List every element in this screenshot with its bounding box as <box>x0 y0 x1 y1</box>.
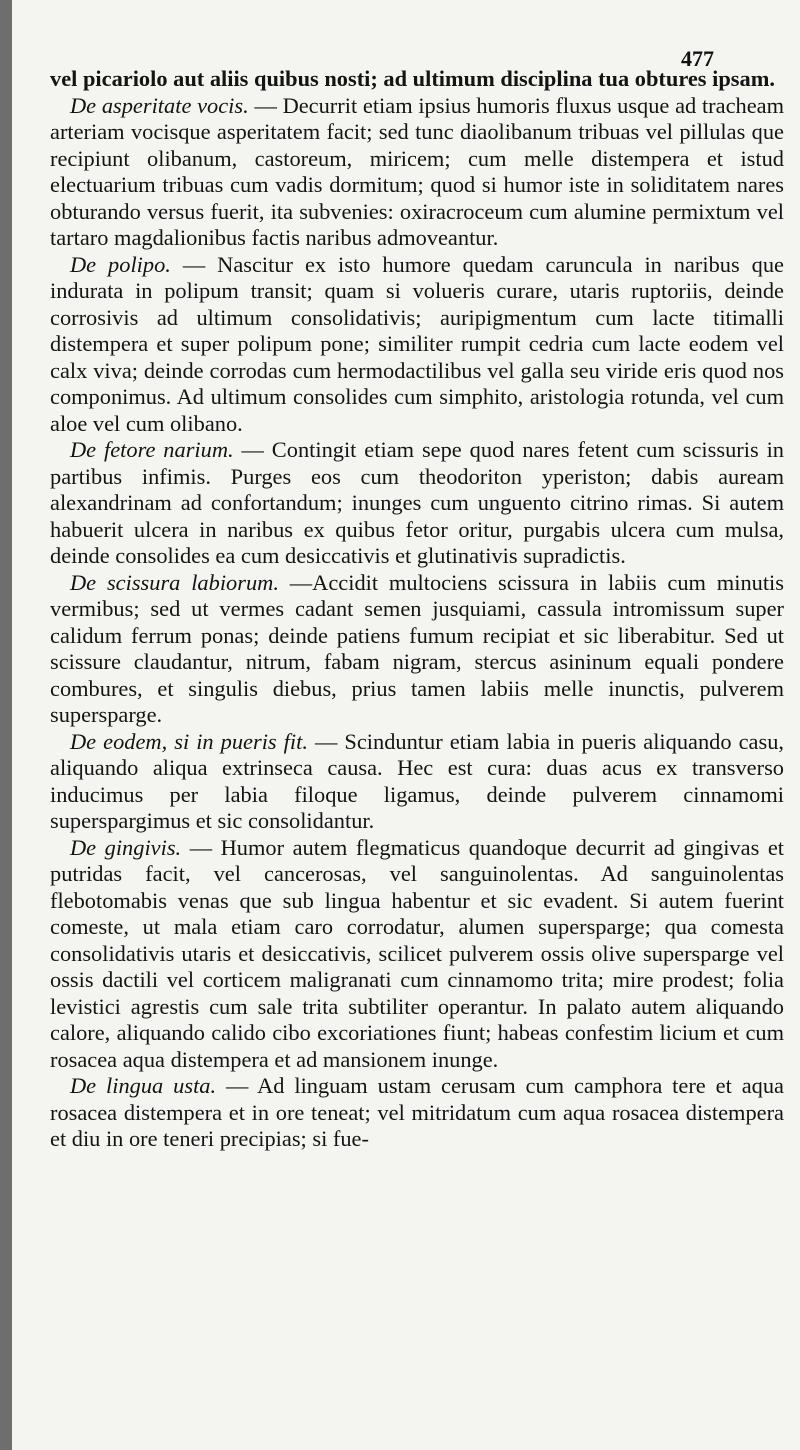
scanned-page <box>12 0 800 1450</box>
paragraph-continuation <box>50 66 784 93</box>
paragraph-fetore-narium <box>50 437 784 570</box>
section-heading: De eodem, si in pueris fit. <box>70 728 308 754</box>
section-heading: De scissura labiorum. <box>70 569 279 595</box>
paragraph-eodem-pueris <box>50 729 784 835</box>
paragraph-text: — Contingit etiam sepe quod nares fetent cum scissuris in partibus infimis. Purges eos cum theodoriton yperiston; dabis auream alexandrinam ad confortandum; inunges cum unguento citrino rimas. Si autem habuerit ulcera in naribus ex quibus fetor oritur, purgabis ulcera cum mulsa, deinde consolides ea cum desiccativis et glutinativis supradictis. <box>50 437 784 568</box>
body-text <box>50 66 784 1153</box>
section-heading: De lingua usta. <box>70 1073 217 1098</box>
paragraph-lingua-usta <box>50 1073 784 1153</box>
section-heading: De asperitate vocis. <box>70 92 249 118</box>
page-number: 477 <box>681 46 714 71</box>
section-heading: De gingivis. <box>70 834 182 860</box>
paragraph-text: — Humor autem flegmaticus quandoque decurrit ad gingivas et putridas facit, vel cancerosas, vel sanguinolentas. Ad sanguinolentas flebotomabis venas que sub lingua habentur et sic evadent. Si autem fuerint comeste, ut mala etiam caro corrodatur, alumen supersparge; qua comesta consolidativis utaris et desiccativis, scilicet pulverem ossis olive supersparge vel ossis dactili vel corticem maligranati cum cinnamomo trita; mire prodest; folia levistici agrestis cum sale trita subtiliter operantur. In palato autem aliquando calore, aliquando calido cibo excoriationes fiunt; habeas confestim licium et cum rosacea aqua distempera et ad mansionem inunge. <box>50 834 784 1072</box>
paragraph-text: —Accidit multociens scissura in labiis cum minutis vermibus; sed ut vermes cadant semen jusquiami, cassula intromissum super calidum ferrum ponas; deinde patiens fumum recipiat et sic liberabitur. Sed ut scissure claudantur, nitrum, fabam nigram, stercus asininum equali pondere combures, et singulis diebus, prius tamen labiis melle inunctis, pulverem supersparge. <box>50 569 784 727</box>
paragraph-text: — Ad linguam ustam cerusam cum camphora tere et aqua rosacea distempera et in ore teneat; vel mitridatum cum aqua rosacea distempera et diu in ore teneri precipias; si fue- <box>50 1073 784 1151</box>
paragraph-text: — Scinduntur etiam labia in pueris aliquando casu, aliquando aliqua extrinseca causa. Hec est cura: duas acus ex transverso inducimus per labia filoque ligamus, deinde pulverem cinnamomi superspargimus et sic consolidantur. <box>50 728 784 833</box>
paragraph-text: vel picariolo aut aliis quibus nosti; ad ultimum disciplina tua obtures ipsam. <box>50 66 775 91</box>
paragraph-text: — Nascitur ex isto humore quedam caruncula in naribus que indurata in polipum transit; quam si volueris curare, utaris ruptoriis, deinde corrosivis ad ultimum consolidativis; auripigmentum cum lacte titimalli distempera et super polipum pone; similiter rumpit cedria cum lacte eodem vel calx viva; deinde corrodas cum hermodactilibus vel galla seu viride eris quod nos componimus. Ad ultimum consolides cum simphito, aristologia rotunda, vel cum aloe vel cum olibano. <box>50 251 784 436</box>
section-heading: De fetore narium. <box>70 437 234 462</box>
paragraph-polipo <box>50 252 784 438</box>
paragraph-gingivis <box>50 835 784 1074</box>
paragraph-text: — Decurrit etiam ipsius humoris fluxus usque ad tracheam arteriam vocisque asperitatem facit; sed tunc diaolibanum tribuas vel pillulas que recipiunt olibanum, castoreum, miricem; cum melle distempera et istud electuarium tribuas cum vadis dormitum; quod si humor iste in soliditatem nares obturando versus fuerit, ita subvenies: oxiracroceum cum alumine permixtum vel tartaro magdalionibus factis naribus admoveantur. <box>50 92 784 250</box>
paragraph-scissura-labiorum <box>50 570 784 729</box>
paragraph-asperitate-vocis <box>50 93 784 252</box>
section-heading: De polipo. <box>70 251 171 277</box>
